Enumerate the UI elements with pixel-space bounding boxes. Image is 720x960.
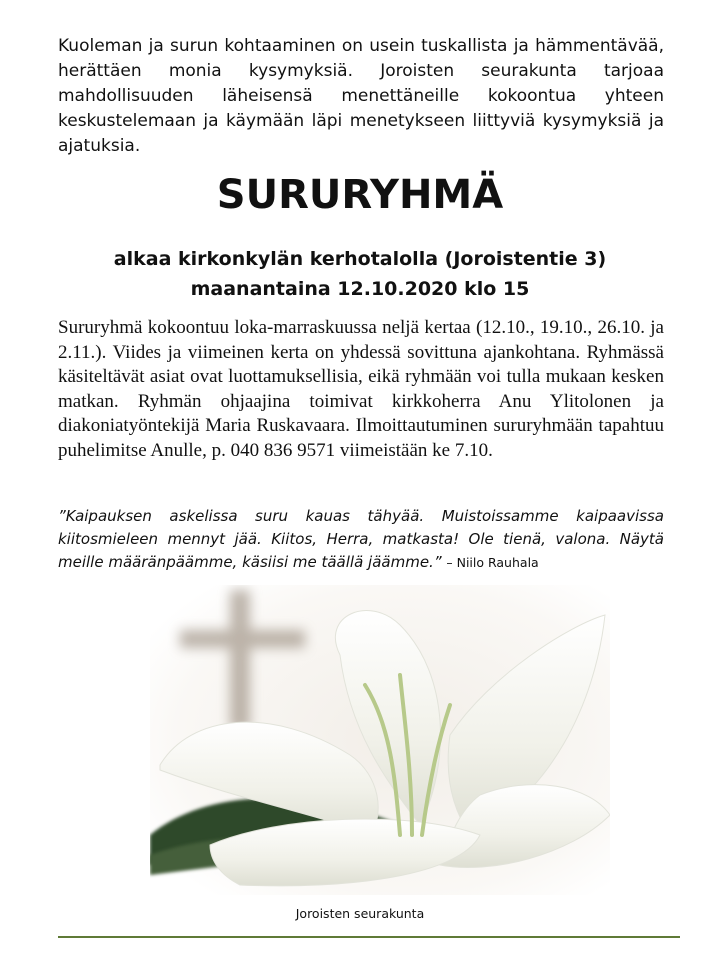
footer-organization: Joroisten seurakunta <box>295 906 425 921</box>
event-location: alkaa kirkonkylän kerhotalolla (Joroistentie 3) <box>113 248 607 270</box>
footer-divider <box>58 936 680 938</box>
poem-quote <box>58 505 664 574</box>
quote-text: ”Kaipauksen askelissa suru kauas tähyää. Muistoissamme kaipaavissa kiitosmieleen mennyt jää. Kiitos, Herra, matkasta! Ole tienä, valona. Näytä meille määränpäämme, käsiisi me täällä jäämme.” <box>58 507 664 571</box>
event-datetime: maanantaina 12.10.2020 klo 15 <box>190 278 530 300</box>
intro-paragraph: Kuoleman ja surun kohtaaminen on usein tuskallista ja hämmentävää, herättäen monia kysymyksiä. Joroisten seurakunta tarjoaa mahdollisuuden läheisensä menettäneille kokoontua yhteen keskustelemaan ja käymään läpi menetykseen liittyviä kysymyksiä ja ajatuksia. <box>58 36 664 156</box>
details-paragraph: Sururyhmä kokoontuu loka-marraskuussa neljä kertaa (12.10., 19.10., 26.10. ja 2.11.). Viides ja viimeinen kerta on yhdessä sovittuna ajankohtana. Ryhmässä käsiteltävät asiat ovat luottamuksellisia, eikä ryhmään voi tulla mukaan kesken matkan. Ryhmän ohjaajina toimivat kirkkoherra Anu Ylitolonen ja diakoniatyöntekijä Maria Ruskavaara. Ilmoittautuminen sururyhmään tapahtuu puhelimitse Anulle, p. 040 836 9571 viimeistään ke 7.10. <box>58 317 664 461</box>
page-title: SURURYHMÄ <box>216 172 504 218</box>
quote-author: – Niilo Rauhala <box>446 555 539 570</box>
event-info <box>0 244 720 304</box>
lily-cross-photo <box>150 585 610 895</box>
